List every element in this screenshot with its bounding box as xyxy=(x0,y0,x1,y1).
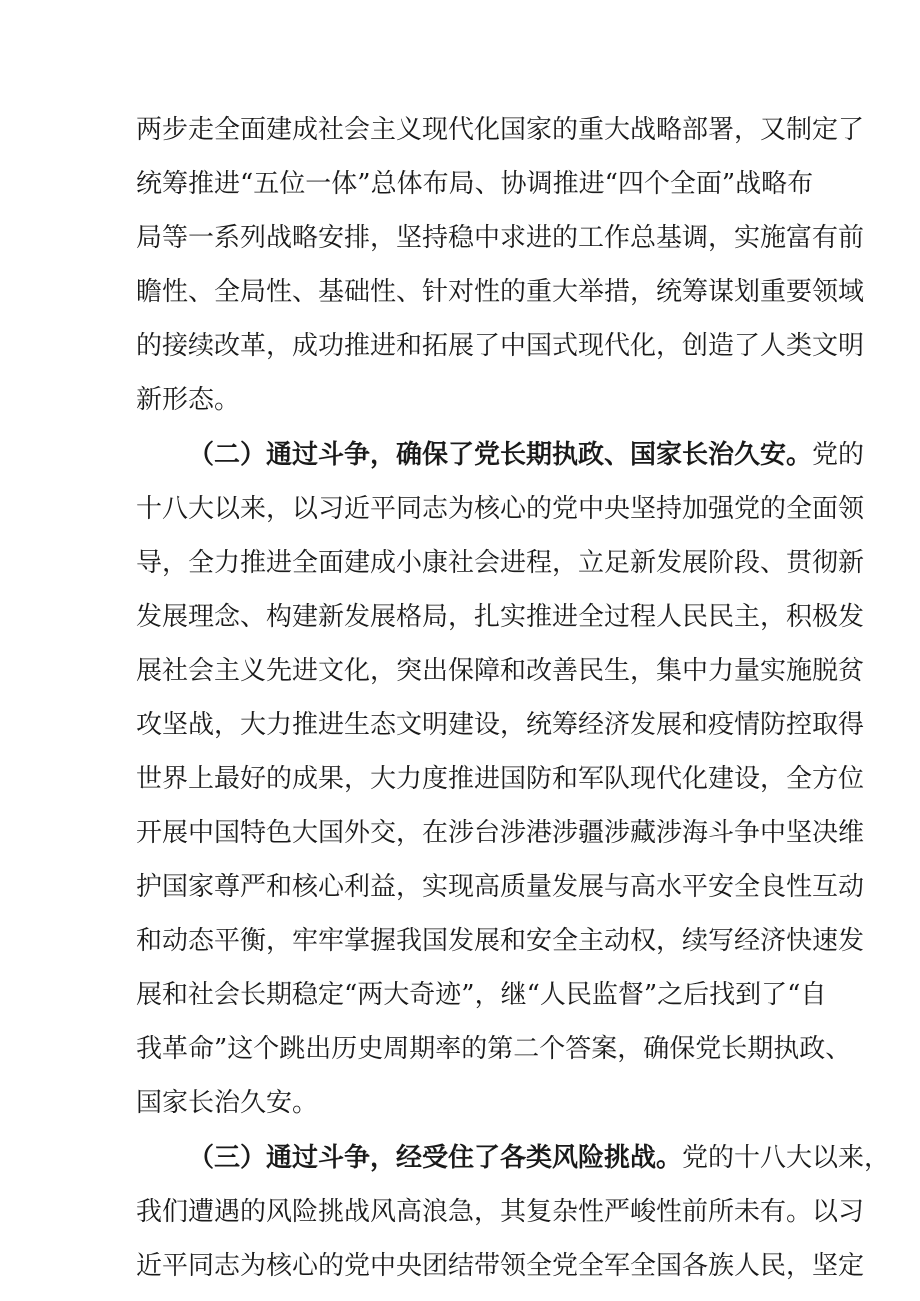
paragraph-line: 攻坚战，大力推进生态文明建设，统筹经济发展和疫情防控取得 xyxy=(136,710,865,740)
paragraph-line: 国家长治久安。 xyxy=(136,1088,319,1118)
paragraph-line: 开展中国特色大国外交，在涉台涉港涉疆涉藏涉海斗争中坚决维 xyxy=(136,818,865,848)
paragraph-line: 世界上最好的成果，大力度推进国防和军队现代化建设，全方位 xyxy=(136,764,865,794)
paragraph-line: 我革命”这个跳出历史周期率的第二个答案，确保党长期执政、 xyxy=(136,1034,852,1064)
section-2-first-line xyxy=(188,431,865,479)
paragraph-line: 发展理念、构建新发展格局，扎实推进全过程人民民主，积极发 xyxy=(136,602,865,632)
section-3-heading: （三）通过斗争，经受住了各类风险挑战。 xyxy=(188,1143,683,1173)
paragraph-line: 局等一系列战略安排，坚持稳中求进的工作总基调，实施富有前 xyxy=(136,223,865,253)
paragraph-line: 瞻性、全局性、基础性、针对性的重大举措，统筹谋划重要领域 xyxy=(136,277,865,307)
paragraph-line: 导，全力推进全面建成小康社会进程，立足新发展阶段、贯彻新 xyxy=(136,548,865,578)
paragraph-line: 两步走全面建成社会主义现代化国家的重大战略部署，又制定了 xyxy=(136,115,865,145)
section-3-first-line xyxy=(188,1134,891,1182)
paragraph-line: 的接续改革，成功推进和拓展了中国式现代化，创造了人类文明 xyxy=(136,331,865,361)
paragraph-line: 我们遭遇的风险挑战风高浪急，其复杂性严峻性前所未有。以习 xyxy=(136,1197,865,1227)
paragraph-line: 和动态平衡，牢牢掌握我国发展和安全主动权，续写经济快速发 xyxy=(136,926,865,956)
paragraph-line: 近平同志为核心的党中央团结带领全党全军全国各族人民，坚定 xyxy=(136,1251,865,1281)
section-2-first-rest: 党的 xyxy=(812,440,865,470)
section-2-heading: （二）通过斗争，确保了党长期执政、国家长治久安。 xyxy=(188,440,813,470)
paragraph-line: 护国家尊严和核心利益，实现高质量发展与高水平安全良性互动 xyxy=(136,872,865,902)
paragraph-line: 展和社会长期稳定“两大奇迹”，继“人民监督”之后找到了“自 xyxy=(136,980,827,1010)
paragraph-line: 展社会主义先进文化，突出保障和改善民生，集中力量实施脱贫 xyxy=(136,656,865,686)
section-3-first-rest: 党的十八大以来， xyxy=(682,1143,891,1173)
paragraph-line: 新形态。 xyxy=(136,385,241,415)
paragraph-line: 十八大以来，以习近平同志为核心的党中央坚持加强党的全面领 xyxy=(136,494,865,524)
paragraph-line: 统筹推进“五位一体”总体布局、协调推进“四个全面”战略布 xyxy=(136,169,814,199)
